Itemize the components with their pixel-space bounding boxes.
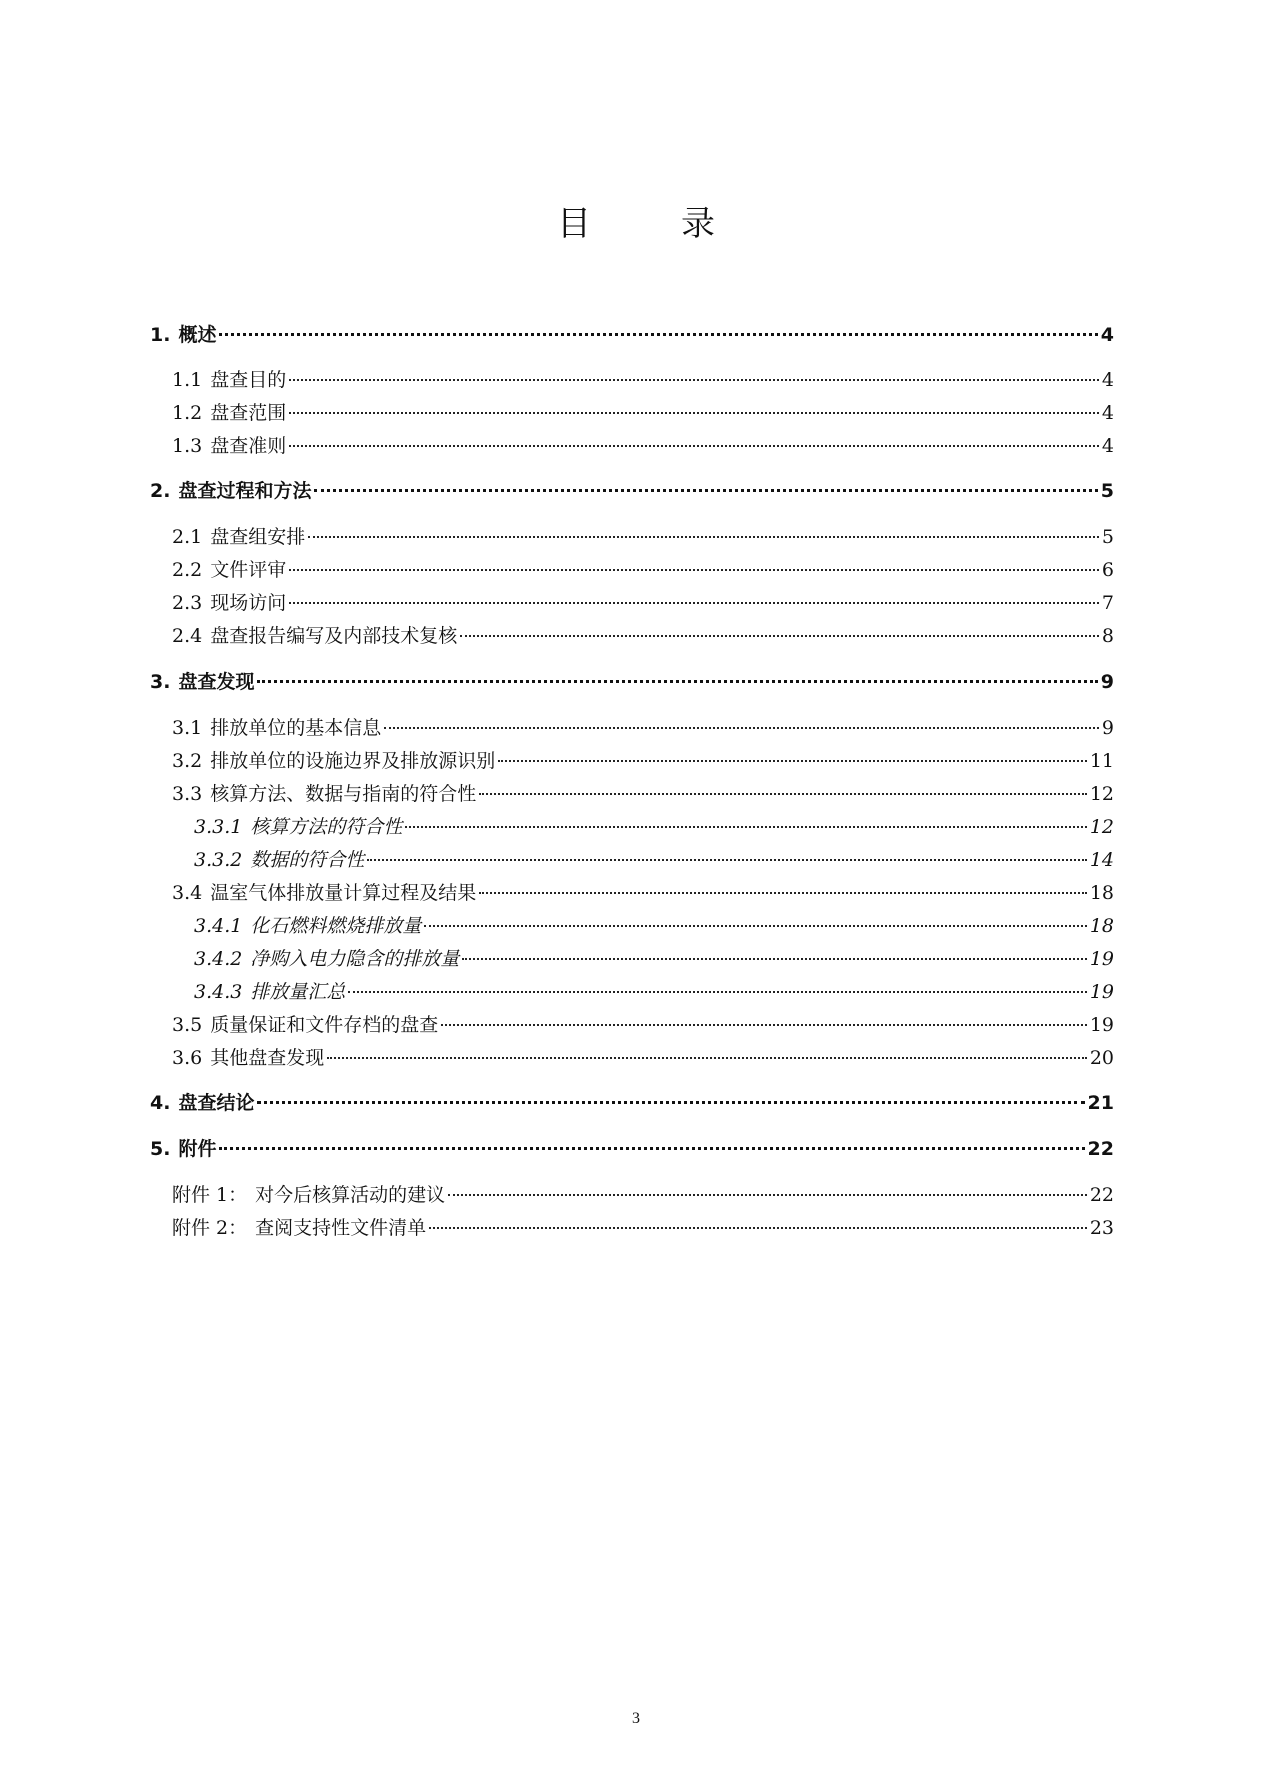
toc-entry-page: 18: [1089, 882, 1114, 904]
toc-entry-label: 盘查报告编写及内部技术复核: [210, 625, 458, 647]
dot-leader: [289, 602, 1099, 604]
dot-leader: [219, 333, 1097, 336]
toc-entry-label: 概述: [178, 324, 217, 346]
toc-entry[interactable]: [172, 623, 1114, 649]
toc-entry-page: 4: [1101, 402, 1114, 424]
toc-entry-label: 其他盘查发现: [210, 1047, 325, 1069]
toc-entry[interactable]: [172, 433, 1114, 459]
toc-entry-number: 1.: [150, 324, 171, 346]
toc-entry-page: 11: [1089, 750, 1114, 772]
toc-entry-label: 查阅支持性文件清单: [255, 1217, 427, 1239]
dot-leader: [479, 892, 1087, 894]
toc-entry-number: 3.3.2: [194, 849, 243, 871]
toc-entry-number: 3.3.1: [194, 816, 243, 838]
dot-leader: [462, 958, 1086, 960]
toc-entry[interactable]: [172, 1045, 1114, 1071]
page-title: 目 录: [557, 204, 743, 244]
toc-entry-page: 22: [1087, 1138, 1114, 1160]
page-number: 3: [632, 1710, 640, 1727]
dot-leader: [448, 1194, 1087, 1196]
toc-entry-number: 3.6: [172, 1047, 203, 1069]
toc-entry-label: 盘查过程和方法: [178, 480, 312, 502]
toc-entry-label: 温室气体排放量计算过程及结果: [210, 882, 477, 904]
dot-leader: [479, 793, 1087, 795]
toc-entry-label: 排放量汇总: [250, 981, 346, 1003]
toc-entry-label: 盘查结论: [178, 1092, 255, 1114]
toc-entry[interactable]: [194, 814, 1114, 840]
dot-leader: [289, 569, 1099, 571]
toc-entry-number: 5.: [150, 1138, 171, 1160]
toc-entry-label: 盘查目的: [210, 369, 287, 391]
toc-entry-label: 净购入电力隐含的排放量: [250, 948, 460, 970]
toc-entry[interactable]: [194, 913, 1114, 939]
toc-entry[interactable]: [172, 557, 1114, 583]
dot-leader: [257, 680, 1097, 683]
toc-entry[interactable]: [172, 781, 1114, 807]
toc-entry-label: 现场访问: [210, 592, 287, 614]
toc-entry[interactable]: [150, 1090, 1114, 1116]
toc-entry-number: 4.: [150, 1092, 171, 1114]
toc-entry-page: 18: [1089, 915, 1114, 937]
dot-leader: [441, 1024, 1087, 1026]
toc-entry-number: 2.3: [172, 592, 203, 614]
toc-entry[interactable]: [172, 367, 1114, 393]
toc-entry-page: 8: [1101, 625, 1114, 647]
dot-leader: [314, 489, 1097, 492]
toc-entry-page: 4: [1100, 324, 1114, 346]
toc-entry[interactable]: [150, 669, 1114, 695]
dot-leader: [289, 379, 1099, 381]
toc-entry-page: 12: [1089, 816, 1114, 838]
toc-entry[interactable]: [194, 979, 1114, 1005]
toc-entry-page: 19: [1089, 981, 1114, 1003]
toc-entry-number: 附件 2：: [172, 1217, 248, 1239]
toc-entry[interactable]: [194, 847, 1114, 873]
toc-entry-page: 9: [1101, 717, 1114, 739]
toc-entry[interactable]: [172, 715, 1114, 741]
dot-leader: [308, 536, 1099, 538]
toc-entry-number: 2.2: [172, 559, 203, 581]
dot-leader: [327, 1057, 1087, 1059]
toc-entry-label: 盘查组安排: [210, 526, 306, 548]
dot-leader: [405, 826, 1086, 828]
toc-entry-number: 1.3: [172, 435, 203, 457]
toc-entry-label: 数据的符合性: [250, 849, 365, 871]
toc-entry-number: 3.: [150, 671, 171, 693]
toc-entry-number: 3.2: [172, 750, 203, 772]
toc-entry-page: 19: [1089, 948, 1114, 970]
toc-entry-number: 1.2: [172, 402, 203, 424]
toc-entry-label: 核算方法的符合性: [250, 816, 403, 838]
dot-leader: [257, 1101, 1084, 1104]
dot-leader: [384, 727, 1099, 729]
toc-entry-page: 6: [1101, 559, 1114, 581]
toc-entry[interactable]: [172, 1182, 1114, 1208]
toc-entry[interactable]: [172, 880, 1114, 906]
toc-entry-page: 23: [1089, 1217, 1114, 1239]
toc-entry-number: 3.4.1: [194, 915, 243, 937]
toc-entry-label: 排放单位的设施边界及排放源识别: [210, 750, 496, 772]
toc-entry-page: 9: [1100, 671, 1114, 693]
toc-entry-number: 2.4: [172, 625, 203, 647]
toc-entry-number: 3.4: [172, 882, 203, 904]
toc-entry[interactable]: [172, 524, 1114, 550]
toc-entry[interactable]: [172, 590, 1114, 616]
dot-leader: [219, 1147, 1084, 1150]
toc-entry[interactable]: [172, 400, 1114, 426]
toc-entry-number: 3.1: [172, 717, 203, 739]
toc-entry-label: 对今后核算活动的建议: [255, 1184, 446, 1206]
dot-leader: [460, 635, 1099, 637]
toc-entry[interactable]: [194, 946, 1114, 972]
toc-entry-number: 3.4.3: [194, 981, 243, 1003]
toc-entry-page: 14: [1089, 849, 1114, 871]
toc-entry-label: 排放单位的基本信息: [210, 717, 382, 739]
toc-entry[interactable]: [150, 478, 1114, 504]
toc-entry[interactable]: [172, 1012, 1114, 1038]
toc-entry-page: 20: [1089, 1047, 1114, 1069]
toc-entry-page: 12: [1089, 783, 1114, 805]
dot-leader: [367, 859, 1086, 861]
toc-entry-page: 5: [1100, 480, 1114, 502]
toc-entry-label: 文件评审: [210, 559, 287, 581]
toc-entry-number: 3.3: [172, 783, 203, 805]
toc-entry-number: 3.4.2: [194, 948, 243, 970]
toc-entry[interactable]: [150, 322, 1114, 348]
dot-leader: [429, 1227, 1087, 1229]
toc-entry-page: 4: [1101, 369, 1114, 391]
toc-entry-label: 质量保证和文件存档的盘查: [210, 1014, 439, 1036]
toc-entry-page: 5: [1101, 526, 1114, 548]
toc-entry[interactable]: [172, 748, 1114, 774]
toc-entry-page: 4: [1101, 435, 1114, 457]
toc-entry-label: 盘查准则: [210, 435, 287, 457]
toc-entry-page: 21: [1087, 1092, 1114, 1114]
toc-entry-label: 核算方法、数据与指南的符合性: [210, 783, 477, 805]
dot-leader: [289, 445, 1099, 447]
toc-entry[interactable]: [150, 1136, 1114, 1162]
toc-entry-page: 22: [1089, 1184, 1114, 1206]
toc-entry-number: 2.: [150, 480, 171, 502]
toc-entry-number: 附件 1：: [172, 1184, 248, 1206]
dot-leader: [498, 760, 1087, 762]
toc-entry-label: 盘查范围: [210, 402, 287, 424]
dot-leader: [424, 925, 1086, 927]
toc-entry-page: 19: [1089, 1014, 1114, 1036]
toc-entry-page: 7: [1101, 592, 1114, 614]
toc-entry-number: 3.5: [172, 1014, 203, 1036]
toc-entry-label: 盘查发现: [178, 671, 255, 693]
dot-leader: [348, 991, 1086, 993]
dot-leader: [289, 412, 1099, 414]
toc-entry-number: 2.1: [172, 526, 203, 548]
toc-entry-label: 化石燃料燃烧排放量: [250, 915, 422, 937]
toc-entry-number: 1.1: [172, 369, 203, 391]
toc-entry[interactable]: [172, 1215, 1114, 1241]
toc-entry-label: 附件: [178, 1138, 217, 1160]
